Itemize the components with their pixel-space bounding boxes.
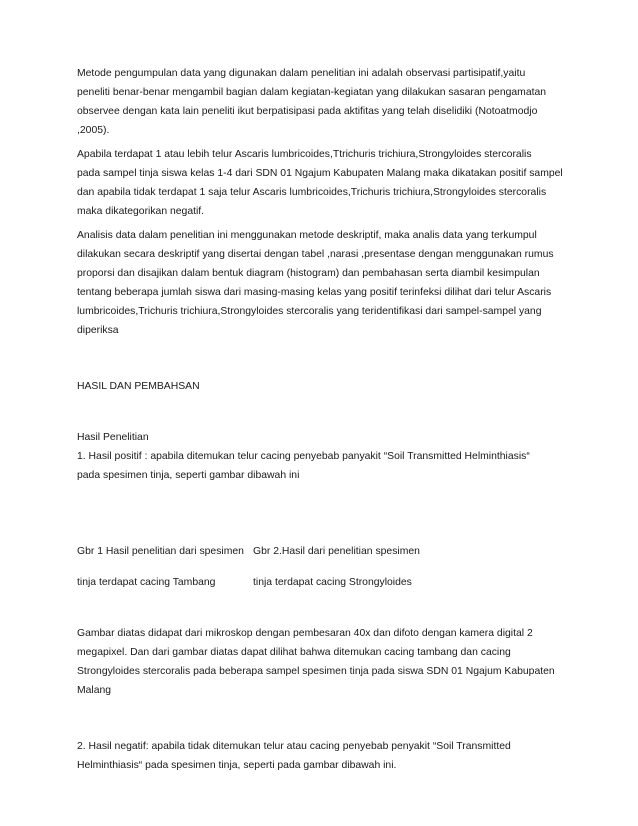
text-line: Metode pengumpulan data yang digunakan dalam penelitian ini adalah observasi partisipatif,yaitu [77,68,526,79]
text-line: Helminthiasis“ pada spesimen tinja, seperti pada gambar dibawah ini. [77,760,397,771]
text-line: diperiksa [77,325,119,336]
text-line: pada sampel tinja siswa kelas 1-4 dari SDN 01 Ngajum Kabupaten Malang maka dikatakan positif sampel [77,168,563,179]
text-line: Strongyloides stercoralis pada beberapa sampel spesimen tinja pada siswa SDN 01 Ngajum Kabupaten [77,666,555,677]
text-line: Analisis data dalam penelitian ini menggunakan metode deskriptif, maka analis data yang terkumpul [77,230,537,241]
text-line: proporsi dan disajikan dalam bentuk diagram (histogram) dan pembahasan serta diambil kesimpulan [77,268,540,279]
paragraph-negative-result [77,737,577,775]
figure-2-caption-continued: tinja terdapat cacing Strongyloides [253,577,412,588]
text-line: dilakukan secara deskriptif yang disertai dengan tabel ,narasi ,presentase dengan menggunakan rumus [77,249,554,260]
figure-1-caption: Gbr 1 Hasil penelitian dari spesimen [77,546,244,557]
document-page [77,64,577,780]
text-line: 1. Hasil positif : apabila ditemukan telur cacing penyebab panyakit “Soil Transmitted Helminthiasis“ [77,451,530,462]
text-line: 2. Hasil negatif: apabila tidak ditemukan telur atau cacing penyebab penyakit “Soil Transmitted [77,741,511,752]
paragraph-data-analysis [77,226,577,340]
paragraph-data-collection-method [77,64,577,140]
text-line: observee dengan kata lain peneliti ikut berpatisipasi pada aktifitas yang telah diselidiki (Notoatmodjo [77,106,538,117]
text-line: lumbricoides,Trichuris trichiura,Strongyloides stercoralis yang teridentifikasi dari sampel-sampel yang [77,306,542,317]
text-line: maka dikategorikan negatif. [77,206,205,217]
paragraph-positive-criteria [77,145,577,221]
paragraph-microscope-description [77,624,577,700]
section-heading-results: HASIL DAN PEMBAHSAN [77,381,200,392]
text-line: tentang beberapa jumlah siswa dari masing-masing kelas yang positif terinfeksi dilihat dari telur Ascaris [77,287,552,298]
text-line: dan apabila tidak terdapat 1 saja telur Ascaris lumbricoides,Trichuris trichiura,Strongyloides stercoralis [77,187,547,198]
figure-1-caption-continued: tinja terdapat cacing Tambang [77,577,216,588]
figure-captions-row-1 [77,542,577,561]
text-line: Gambar diatas didapat dari mikroskop dengan pembesaran 40x dan difoto dengan kamera digital 2 [77,628,533,639]
figure-captions-row-2 [77,573,577,592]
text-line: ,2005). [77,125,110,136]
text-line: pada spesimen tinja, seperti gambar dibawah ini [77,470,300,481]
subsection-heading-research-results: Hasil Penelitian [77,432,149,443]
text-line: Apabila terdapat 1 atau lebih telur Ascaris lumbricoides,Ttrichuris trichiura,Strongyloides stercoralis [77,149,532,160]
text-line: peneliti benar-benar mengambil bagian dalam kegiatan-kegiatan yang dilakukan sasaran pengamatan [77,87,547,98]
figure-2-caption: Gbr 2.Hasil dari penelitian spesimen [253,546,420,557]
text-line: Malang [77,685,112,696]
paragraph-positive-result [77,447,577,485]
text-line: megapixel. Dan dari gambar diatas dapat dilihat bahwa ditemukan cacing tambang dan cacing [77,647,511,658]
